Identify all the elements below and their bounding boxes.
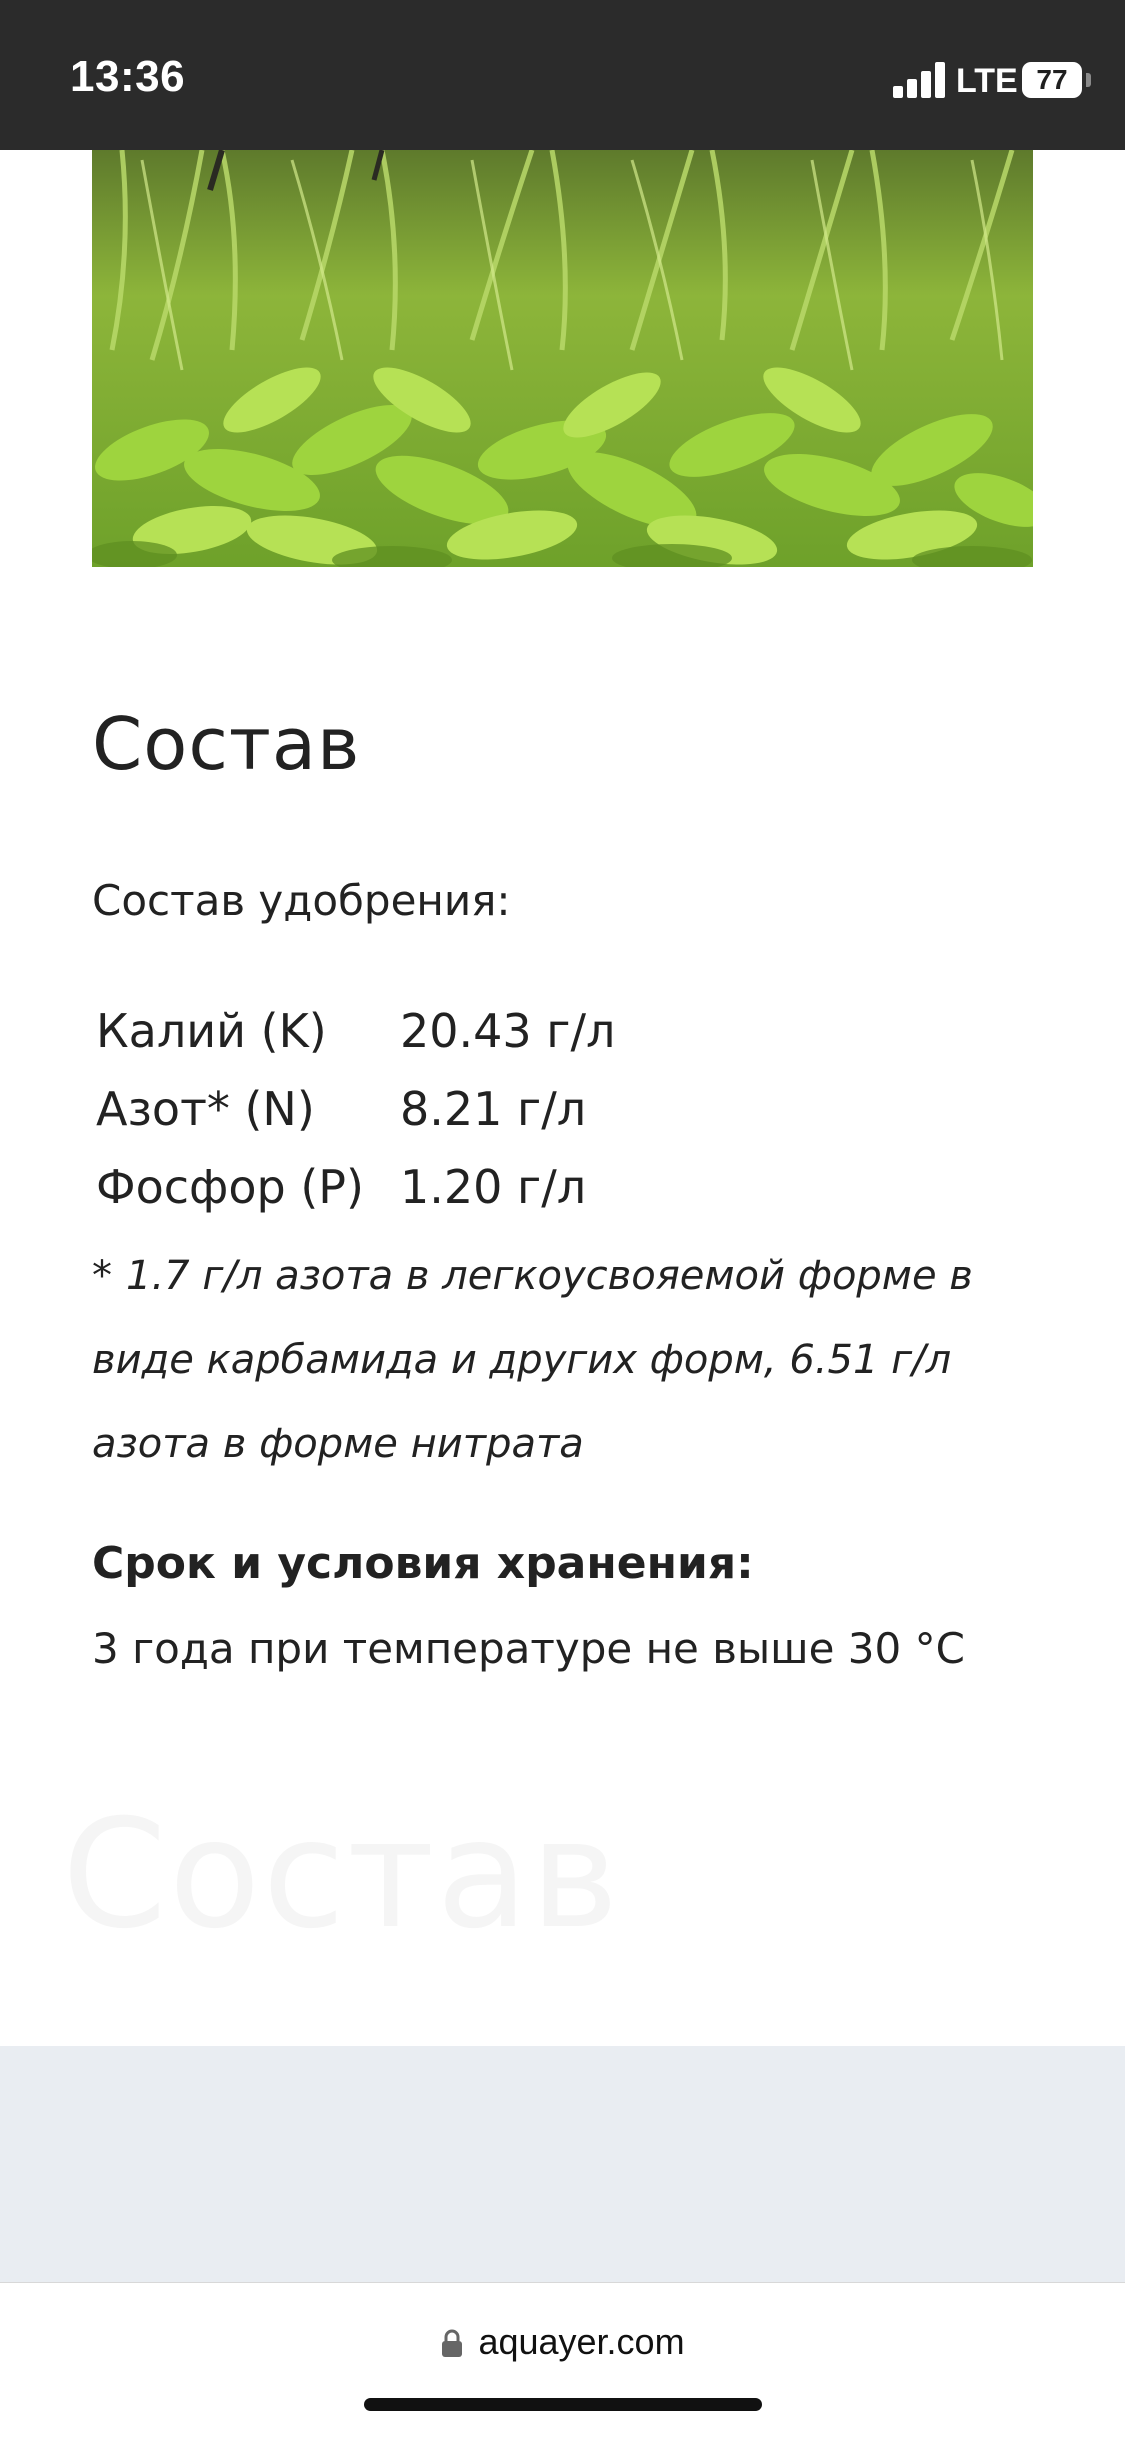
nutrient-value: 1.20 г/л bbox=[400, 1160, 587, 1214]
nutrient-row-phosphorus bbox=[96, 1160, 586, 1214]
nutrient-name: Калий (K) bbox=[96, 1004, 327, 1058]
url-text: aquayer.com bbox=[478, 2321, 685, 2362]
nutrient-value: 20.43 г/л bbox=[400, 1004, 616, 1058]
status-bar bbox=[0, 0, 1125, 150]
battery-cap bbox=[1086, 73, 1091, 87]
lock-icon bbox=[440, 2328, 464, 2358]
footer-band bbox=[0, 2046, 1125, 2282]
nutrient-name: Азот* (N) bbox=[96, 1082, 315, 1136]
section-heading: Состав bbox=[92, 702, 361, 786]
nutrient-row-nitrogen bbox=[96, 1082, 586, 1136]
footnote-text: 1.7 г/л азота в легкоусвояемой форме в виде карбамида и других форм, 6.51 г/л азота в форме нитрата bbox=[92, 1253, 973, 1467]
signal-icon bbox=[893, 62, 945, 98]
composition-label: Состав удобрения: bbox=[92, 876, 511, 925]
storage-text: 3 года при температуре не выше 30 °C bbox=[92, 1624, 965, 1673]
nutrient-row-potassium bbox=[96, 1004, 615, 1058]
battery-icon: 77 bbox=[1022, 62, 1082, 98]
aquarium-plants-photo bbox=[92, 150, 1033, 567]
nutrient-name: Фосфор (P) bbox=[96, 1160, 364, 1214]
nutrient-value: 8.21 г/л bbox=[400, 1082, 587, 1136]
browser-address-bar[interactable] bbox=[0, 2282, 1125, 2437]
storage-heading: Срок и условия хранения: bbox=[92, 1538, 754, 1589]
address-field[interactable] bbox=[0, 2321, 1125, 2363]
aquarium-plants-image bbox=[92, 150, 1033, 567]
home-indicator[interactable] bbox=[364, 2398, 762, 2411]
footnote-mark: * bbox=[92, 1253, 112, 1299]
status-time: 13:36 bbox=[70, 52, 186, 101]
watermark-heading: Состав bbox=[62, 1788, 621, 1962]
nitrogen-footnote bbox=[92, 1234, 992, 1486]
network-type: LTE bbox=[956, 62, 1018, 100]
